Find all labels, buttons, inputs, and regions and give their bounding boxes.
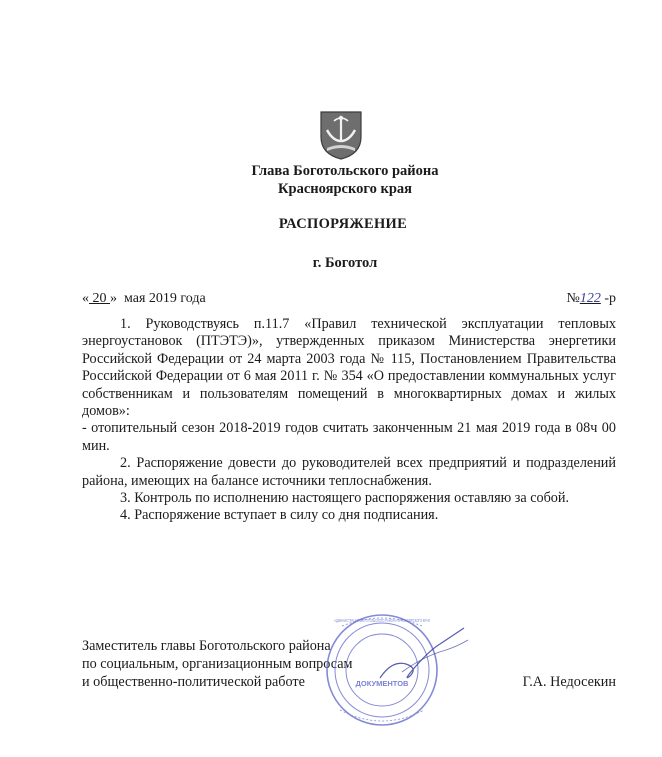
document-body (82, 316, 616, 525)
paragraph-1: 1. Руководствуясь п.11.7 «Правил технической эксплуатации тепловых энергоустановок (ПТЭТЭ)», утвержденных приказом Министерства энергетики Российской Федерации от 24 марта 2003 года № 115, Постановлением Правительства Российской Федерации от 6 мая 2011 г. № 354 «О предоставлении коммунальных услуг собственникам и пользователям помещений в многоквартирных домах и жилых домов»: (82, 316, 616, 420)
paragraph-2: 2. Распоряжение довести до руководителей всех предприятий и подразделений района, имеющих на балансе источники теплоснабжения. (82, 455, 616, 489)
signatory-position-3: и общественно-политической работе (82, 673, 305, 690)
organization-title: Глава Боготольского района (251, 163, 439, 179)
handwritten-signature (372, 620, 472, 690)
document-date: « 20 » мая 2019 года (82, 291, 206, 306)
date-number-line (82, 290, 616, 308)
paragraph-1-item: - отопительный сезон 2018-2019 годов считать законченным 21 мая 2019 года в 08ч 00 мин. (82, 420, 616, 454)
stamp-ring-text: АДМИНИСТРАЦИЯ БОГОТОЛЬСКОГО РАЙОНА КРАСНОЯРСКОГО КРАЯ (334, 618, 430, 623)
date-month-year: мая 2019 года (124, 291, 206, 306)
signatory-position-1: Заместитель главы Боготольского района (82, 638, 331, 654)
coat-of-arms-emblem (318, 110, 364, 160)
signatory-position-2: по социальным, организационным вопросам (82, 655, 353, 672)
handwritten-number: 122 (579, 291, 601, 306)
document-type-heading: РАСПОРЯЖЕНИЕ (278, 216, 408, 232)
organization-region: Красноярского края (278, 181, 412, 197)
city-line: г. Боготол (312, 255, 378, 271)
date-day: 20 (92, 291, 107, 306)
signatory-name: Г.А. Недосекин (522, 673, 616, 690)
stamp-center-text: ДОКУМЕНТОВ (355, 679, 409, 688)
paragraph-3: 3. Контроль по исполнению настоящего распоряжения оставляю за собой. (120, 490, 570, 507)
paragraph-4: 4. Распоряжение вступает в силу со дня подписания. (120, 507, 439, 524)
document-number: №122 -р (566, 291, 616, 306)
